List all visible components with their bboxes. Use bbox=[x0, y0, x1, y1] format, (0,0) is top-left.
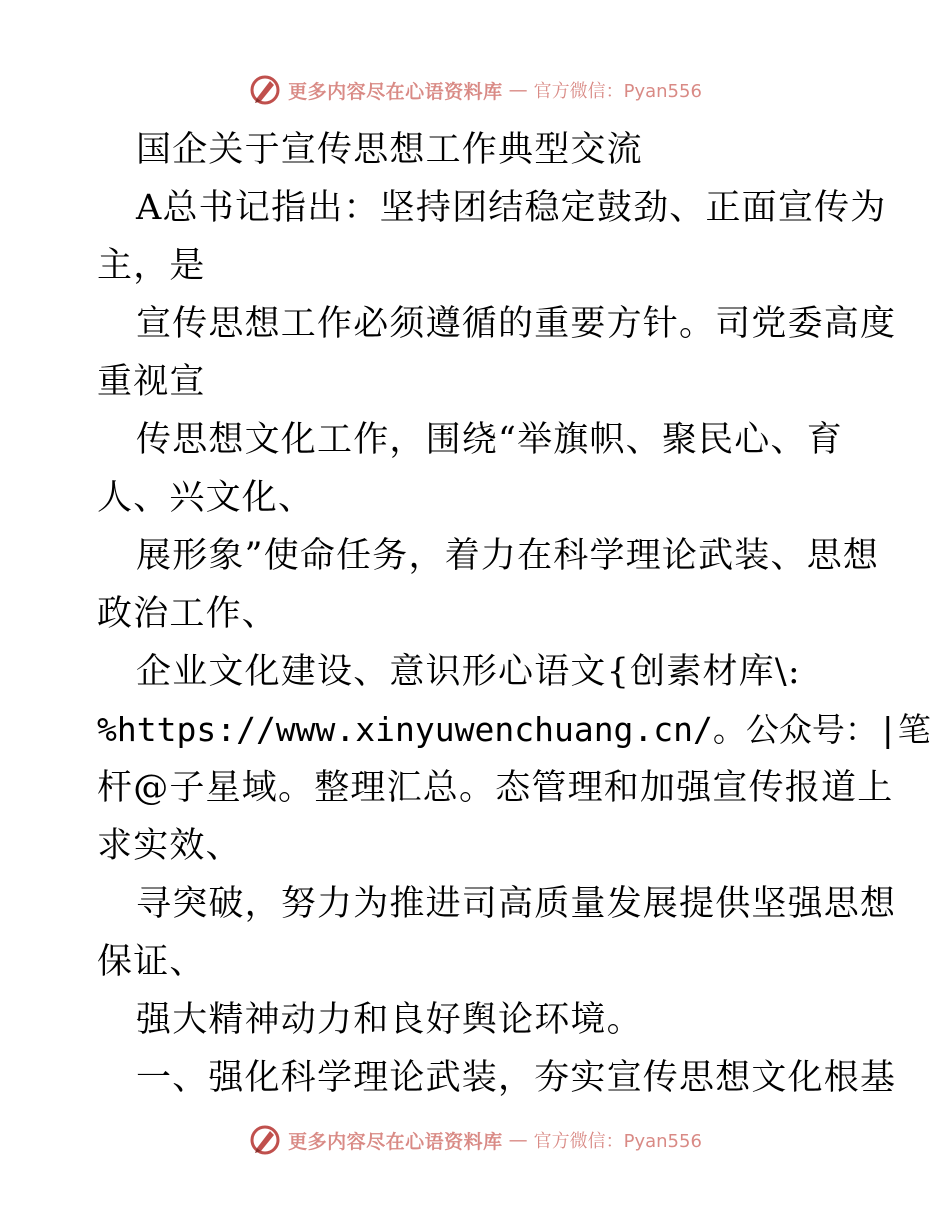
paragraph-line: 人、兴文化、 bbox=[97, 478, 315, 518]
paragraph-line: 杆@子星域。整理汇总。态管理和加强宣传报道上 bbox=[97, 768, 894, 808]
paragraph-line: 宣传思想工作必须遵循的重要方针。司党委高度 bbox=[136, 304, 897, 344]
pen-logo-icon bbox=[248, 73, 282, 107]
paragraph-line: 展形象”使命任务，着力在科学理论武装、思想 bbox=[136, 536, 880, 576]
banner-wechat-text: 官方微信：Pyan556 bbox=[533, 81, 702, 102]
paragraph-line: A总书记指出：坚持团结稳定鼓劲、正面宣传为 bbox=[136, 188, 887, 228]
paragraph-line: 强大精神动力和良好舆论环境。 bbox=[136, 1000, 643, 1040]
header-banner bbox=[0, 70, 950, 110]
paragraph-line: 保证、 bbox=[97, 942, 206, 982]
paragraph-line: 主，是 bbox=[97, 246, 206, 286]
paragraph-line: 求实效、 bbox=[97, 826, 242, 866]
paragraph-line: 传思想文化工作，围绕“举旗帜、聚民心、育 bbox=[136, 420, 843, 460]
banner-brand-text: 更多内容尽在心语资料库 bbox=[288, 80, 503, 103]
paragraph-line: 企业文化建设、意识形心语文{创素材库\: bbox=[136, 652, 801, 692]
banner-separator: — bbox=[508, 1129, 528, 1151]
paragraph-line: 政治工作、 bbox=[97, 594, 279, 634]
banner-wechat-text: 官方微信：Pyan556 bbox=[533, 1131, 702, 1152]
banner-brand-text: 更多内容尽在心语资料库 bbox=[288, 1130, 503, 1153]
paragraph-line: 寻突破，努力为推进司高质量发展提供坚强思想 bbox=[136, 884, 897, 924]
section-heading: 一、强化科学理论武装，夯实宣传思想文化根基 bbox=[136, 1058, 897, 1098]
paragraph-line-url: %https://www.xinyuwenchuang.cn/。公众号：|笔 bbox=[97, 710, 931, 749]
pen-logo-icon bbox=[248, 1123, 282, 1157]
banner-content bbox=[248, 1123, 702, 1157]
footer-banner bbox=[0, 1120, 950, 1160]
banner-separator: — bbox=[508, 79, 528, 101]
paragraph-line: 重视宣 bbox=[97, 362, 206, 402]
banner-content bbox=[248, 73, 702, 107]
document-title: 国企关于宣传思想工作典型交流 bbox=[136, 130, 643, 170]
